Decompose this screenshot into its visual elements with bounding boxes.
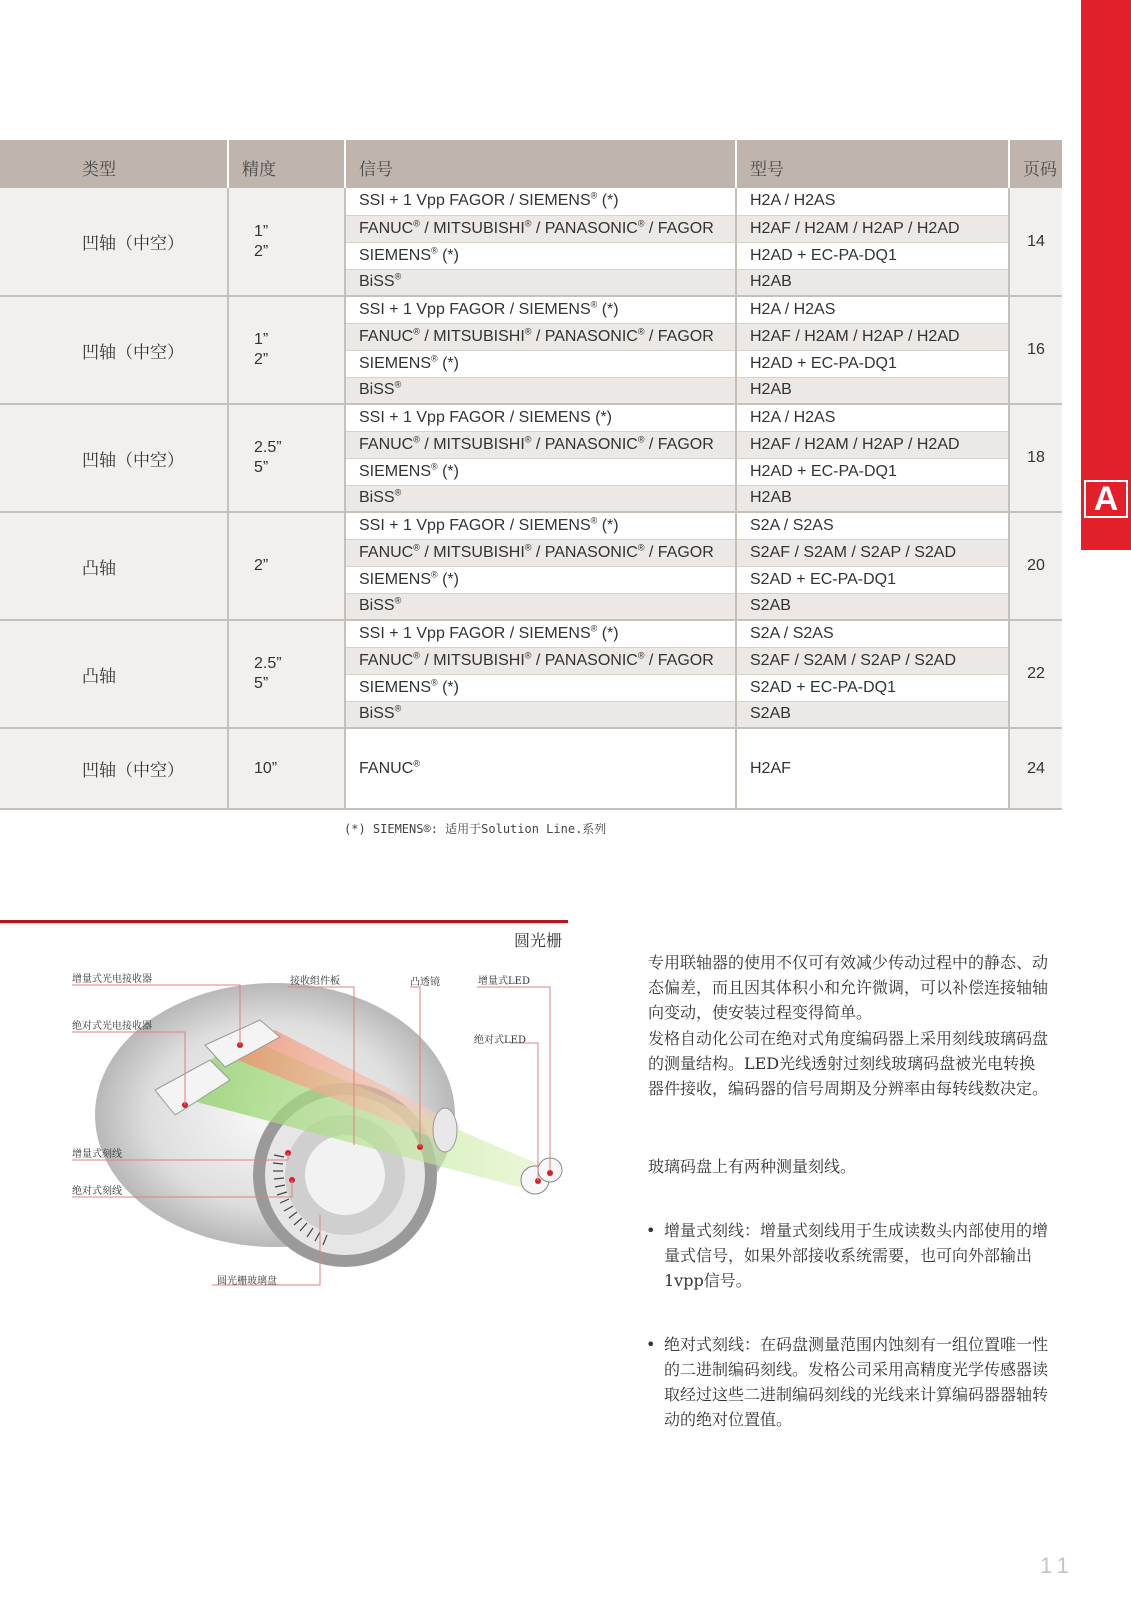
table-row	[0, 188, 1062, 215]
precision-value: 2.5”	[254, 439, 282, 456]
label-receiver-board: 接收组件板	[290, 976, 340, 987]
section-tab	[1081, 0, 1131, 550]
label-convex-lens: 凸透镜	[410, 977, 440, 988]
cell-signal: FANUC® / MITSUBISHI® / PANASONIC® / FAGOR	[345, 539, 736, 566]
cell-model: S2A / S2AS	[736, 512, 1009, 539]
cell-signal: SIEMENS® (*)	[345, 458, 736, 485]
cell-signal: SIEMENS® (*)	[345, 242, 736, 269]
label-incremental-receiver: 增量式光电接收器	[72, 974, 152, 985]
cell-signal: BiSS®	[345, 701, 736, 728]
cell-model: H2A / H2AS	[736, 296, 1009, 323]
cell-model: H2AB	[736, 377, 1009, 404]
cell-model: S2A / S2AS	[736, 620, 1009, 647]
cell-model: H2AB	[736, 485, 1009, 512]
cell-page: 24	[1009, 728, 1062, 809]
cell-model: H2AB	[736, 269, 1009, 296]
cell-type: 凸轴	[0, 620, 228, 728]
cell-type: 凹轴（中空）	[0, 296, 228, 404]
cell-model: S2AF / S2AM / S2AP / S2AD	[736, 539, 1009, 566]
cell-signal: SIEMENS® (*)	[345, 674, 736, 701]
cell-signal: SSI + 1 Vpp FAGOR / SIEMENS® (*)	[345, 620, 736, 647]
cell-signal: FANUC® / MITSUBISHI® / PANASONIC® / FAGOR	[345, 215, 736, 242]
table-row	[0, 620, 1062, 647]
cell-precision: 10”	[228, 728, 345, 809]
bullet-incremental-text: 增量式刻线：增量式刻线用于生成读数头内部使用的增量式信号，如果外部接收系统需要，也可向外部输出1vpp信号。	[664, 1221, 1049, 1290]
cell-page: 18	[1009, 404, 1062, 512]
cell-model: H2AD + EC-PA-DQ1	[736, 350, 1009, 377]
cell-type: 凸轴	[0, 512, 228, 620]
precision-value: 5”	[254, 459, 269, 476]
precision-value: 2”	[254, 557, 269, 574]
cell-type: 凹轴（中空）	[0, 728, 228, 809]
cell-model: S2AD + EC-PA-DQ1	[736, 674, 1009, 701]
cell-signal: FANUC®	[345, 728, 736, 809]
section-divider	[0, 920, 568, 925]
encoder-spec-table	[0, 140, 1062, 810]
cell-signal: SSI + 1 Vpp FAGOR / SIEMENS® (*)	[345, 188, 736, 215]
table-row	[0, 296, 1062, 323]
cell-model: S2AB	[736, 593, 1009, 620]
cell-signal: SIEMENS® (*)	[345, 350, 736, 377]
table-header-row	[0, 140, 1062, 188]
cell-type: 凹轴（中空）	[0, 188, 228, 296]
header-type: 类型	[0, 140, 228, 188]
rotary-encoder-diagram	[60, 975, 600, 1320]
cell-model: H2AD + EC-PA-DQ1	[736, 242, 1009, 269]
table-row	[0, 404, 1062, 431]
cell-model: H2AD + EC-PA-DQ1	[736, 458, 1009, 485]
cell-page: 20	[1009, 512, 1062, 620]
cell-model: H2AF / H2AM / H2AP / H2AD	[736, 431, 1009, 458]
precision-value: 2”	[254, 242, 269, 260]
cell-signal: SSI + 1 Vpp FAGOR / SIEMENS® (*)	[345, 512, 736, 539]
cell-signal: BiSS®	[345, 485, 736, 512]
bullet-incremental	[646, 1218, 1048, 1293]
bullet-icon: •	[646, 1221, 656, 1240]
page-number: 11	[1040, 1553, 1075, 1578]
cell-signal: FANUC® / MITSUBISHI® / PANASONIC® / FAGOR	[345, 647, 736, 674]
table-row	[0, 728, 1062, 809]
cell-signal: SIEMENS® (*)	[345, 566, 736, 593]
table-footnote: (*) SIEMENS®: 适用于Solution Line.系列	[344, 822, 607, 836]
bullet-absolute	[646, 1332, 1048, 1432]
table-row	[0, 512, 1062, 539]
cell-model: H2AF / H2AM / H2AP / H2AD	[736, 215, 1009, 242]
cell-page: 14	[1009, 188, 1062, 296]
convex-lens	[433, 1108, 457, 1152]
cell-signal: SSI + 1 Vpp FAGOR / SIEMENS (*)	[345, 404, 736, 431]
precision-value: 2.5”	[254, 655, 282, 672]
cell-signal: BiSS®	[345, 593, 736, 620]
cell-model: H2AF	[736, 728, 1009, 809]
cell-model: S2AF / S2AM / S2AP / S2AD	[736, 647, 1009, 674]
header-model: 型号	[736, 140, 1009, 188]
label-incremental-led: 增量式LED	[478, 976, 530, 987]
label-absolute-receiver: 绝对式光电接收器	[72, 1021, 152, 1032]
cell-page: 16	[1009, 296, 1062, 404]
precision-value: 2”	[254, 351, 269, 368]
cell-signal: FANUC® / MITSUBISHI® / PANASONIC® / FAGOR	[345, 323, 736, 350]
bullet-absolute-text: 绝对式刻线：在码盘测量范围内蚀刻有一组位置唯一性的二进制编码刻线。发格公司采用高精度光学传感器读取经过这些二进制编码刻线的光线来计算编码器器轴转动的绝对位置值。	[664, 1335, 1049, 1429]
label-absolute-graduation: 绝对式刻线	[72, 1186, 122, 1197]
section-tab-letter: A	[1093, 480, 1119, 518]
header-precision: 精度	[228, 140, 345, 188]
label-incremental-graduation: 增量式刻线	[72, 1149, 122, 1160]
cell-precision	[228, 404, 345, 512]
label-glass-disk: 圆光栅玻璃盘	[217, 1276, 277, 1287]
cell-model: H2AF / H2AM / H2AP / H2AD	[736, 323, 1009, 350]
label-absolute-led: 绝对式LED	[474, 1035, 526, 1046]
paragraph-structure: 发格自动化公司在绝对式角度编码器上采用刻线玻璃码盘的测量结构。LED光线透射过刻线玻璃码盘被光电转换器件接收，编码器的信号周期及分辨率由每转线数决定。	[648, 1029, 1049, 1098]
cell-model: S2AB	[736, 701, 1009, 728]
precision-value: 1”	[254, 331, 269, 348]
cell-model: H2A / H2AS	[736, 404, 1009, 431]
cell-signal: FANUC® / MITSUBISHI® / PANASONIC® / FAGOR	[345, 431, 736, 458]
cell-model: H2A / H2AS	[736, 188, 1009, 215]
paragraph-coupling: 专用联轴器的使用不仅可有效减少传动过程中的静态、动态偏差，而且因其体积小和允许微调，可以补偿连接轴轴向变动，使安装过程变得简单。	[648, 953, 1049, 1022]
cell-model: S2AD + EC-PA-DQ1	[736, 566, 1009, 593]
cell-precision	[228, 512, 345, 620]
diagram-section-title: 圆光栅	[514, 931, 563, 950]
cell-page: 22	[1009, 620, 1062, 728]
header-page: 页码	[1009, 140, 1062, 188]
cell-precision	[228, 188, 345, 296]
cell-signal: BiSS®	[345, 377, 736, 404]
header-signal: 信号	[345, 140, 736, 188]
paragraph-graduations: 玻璃码盘上有两种测量刻线。	[648, 1157, 857, 1176]
precision-value: 1”	[254, 222, 269, 240]
cell-precision	[228, 620, 345, 728]
cell-signal: BiSS®	[345, 269, 736, 296]
bullet-icon: •	[646, 1335, 656, 1354]
cell-signal: SSI + 1 Vpp FAGOR / SIEMENS® (*)	[345, 296, 736, 323]
cell-precision	[228, 296, 345, 404]
precision-value: 5”	[254, 675, 269, 692]
cell-type: 凹轴（中空）	[0, 404, 228, 512]
